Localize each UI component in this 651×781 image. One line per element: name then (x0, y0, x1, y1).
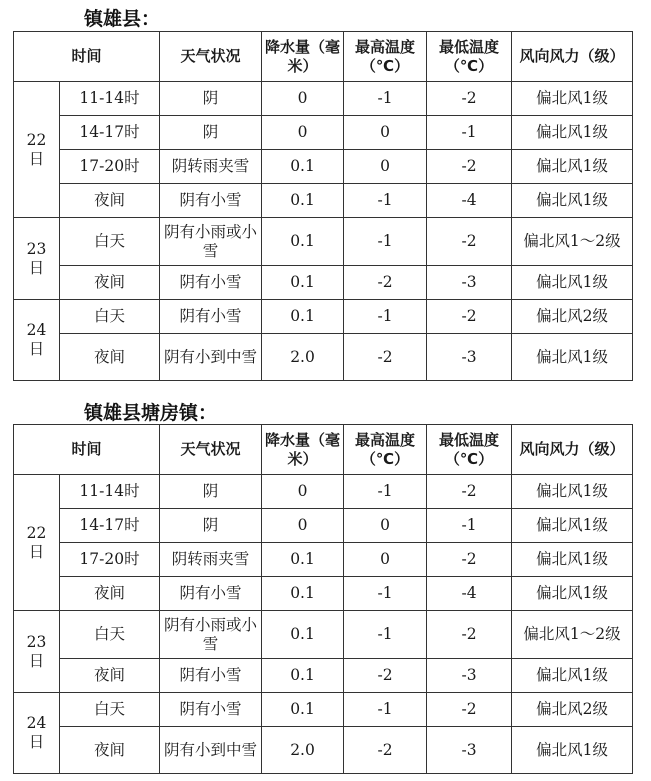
day-number: 22 (26, 130, 47, 149)
tmax-cell: -1 (344, 218, 427, 266)
precip-cell: 0.1 (262, 300, 344, 334)
table-row (14, 727, 633, 774)
time-cell: 白天 (60, 611, 160, 659)
precip-cell: 0.1 (262, 218, 344, 266)
day-label (14, 218, 60, 300)
header-tmax: 最高温度（℃） (344, 32, 427, 82)
precip-cell: 2.0 (262, 334, 344, 381)
table-row (14, 218, 633, 266)
tmax-cell: 0 (344, 116, 427, 150)
tmin-cell: -3 (427, 727, 512, 774)
day-label (14, 300, 60, 381)
table-row (14, 266, 633, 300)
weather-cell: 阴有小雪 (160, 266, 262, 300)
day-number: 23 (26, 239, 47, 258)
day-label (14, 611, 60, 693)
weather-cell: 阴 (160, 116, 262, 150)
tmin-cell: -1 (427, 116, 512, 150)
header-weather: 天气状况 (160, 32, 262, 82)
table-row (14, 611, 633, 659)
tmax-cell: -1 (344, 693, 427, 727)
header-row (14, 32, 633, 82)
header-wind: 风向风力（级） (512, 32, 633, 82)
wind-cell: 偏北风1级 (512, 334, 633, 381)
time-cell: 14-17时 (60, 509, 160, 543)
section-title: 镇雄县塘房镇： (84, 402, 218, 424)
table-row (14, 150, 633, 184)
tmin-cell: -1 (427, 509, 512, 543)
weather-cell: 阴 (160, 82, 262, 116)
wind-cell: 偏北风1级 (512, 150, 633, 184)
tmin-cell: -2 (427, 150, 512, 184)
day-number: 23 (26, 632, 47, 651)
table-row (14, 475, 633, 509)
header-precip: 降水量（毫米） (262, 425, 344, 475)
precip-cell: 0.1 (262, 150, 344, 184)
table-row (14, 116, 633, 150)
tmin-cell: -2 (427, 611, 512, 659)
tmax-cell: -2 (344, 334, 427, 381)
tmax-cell: -2 (344, 659, 427, 693)
weather-cell: 阴有小雨或小雪 (160, 611, 262, 659)
precip-cell: 0 (262, 475, 344, 509)
precip-cell: 0.1 (262, 543, 344, 577)
tmin-cell: -4 (427, 184, 512, 218)
wind-cell: 偏北风2级 (512, 693, 633, 727)
table-row (14, 334, 633, 381)
precip-cell: 0.1 (262, 266, 344, 300)
weather-cell: 阴有小到中雪 (160, 334, 262, 381)
time-cell: 14-17时 (60, 116, 160, 150)
tmin-cell: -3 (427, 659, 512, 693)
table-row (14, 693, 633, 727)
wind-cell: 偏北风2级 (512, 300, 633, 334)
wind-cell: 偏北风1级 (512, 543, 633, 577)
wind-cell: 偏北风1级 (512, 184, 633, 218)
tmin-cell: -2 (427, 300, 512, 334)
wind-cell: 偏北风1级 (512, 82, 633, 116)
precip-cell: 0.1 (262, 659, 344, 693)
table-row (14, 659, 633, 693)
day-label (14, 693, 60, 774)
tmin-cell: -2 (427, 693, 512, 727)
precip-cell: 0 (262, 82, 344, 116)
time-cell: 夜间 (60, 659, 160, 693)
header-tmin: 最低温度（℃） (427, 32, 512, 82)
weather-cell: 阴 (160, 509, 262, 543)
tmin-cell: -2 (427, 82, 512, 116)
header-row (14, 425, 633, 475)
wind-cell: 偏北风1级 (512, 475, 633, 509)
tmax-cell: -1 (344, 300, 427, 334)
tmax-cell: -1 (344, 184, 427, 218)
header-precip: 降水量（毫米） (262, 32, 344, 82)
tmax-cell: 0 (344, 150, 427, 184)
day-unit: 日 (28, 542, 45, 561)
wind-cell: 偏北风1～2级 (512, 611, 633, 659)
header-tmax: 最高温度（℃） (344, 425, 427, 475)
day-label (14, 82, 60, 218)
precip-cell: 0.1 (262, 577, 344, 611)
time-cell: 夜间 (60, 334, 160, 381)
day-unit: 日 (28, 340, 45, 358)
wind-cell: 偏北风1级 (512, 727, 633, 774)
day-unit: 日 (28, 651, 45, 670)
tmax-cell: -1 (344, 82, 427, 116)
tmin-cell: -4 (427, 577, 512, 611)
weather-cell: 阴有小雪 (160, 659, 262, 693)
wind-cell: 偏北风1级 (512, 116, 633, 150)
header-tmin: 最低温度（℃） (427, 425, 512, 475)
time-cell: 11-14时 (60, 475, 160, 509)
weather-cell: 阴有小雪 (160, 693, 262, 727)
tmax-cell: -2 (344, 266, 427, 300)
time-cell: 白天 (60, 218, 160, 266)
weather-cell: 阴有小到中雪 (160, 727, 262, 774)
tmax-cell: -1 (344, 475, 427, 509)
table-row (14, 300, 633, 334)
time-cell: 夜间 (60, 266, 160, 300)
precip-cell: 2.0 (262, 727, 344, 774)
table-row (14, 184, 633, 218)
section-title: 镇雄县： (84, 8, 161, 30)
precip-cell: 0 (262, 509, 344, 543)
time-cell: 夜间 (60, 577, 160, 611)
tmax-cell: -1 (344, 611, 427, 659)
day-unit: 日 (28, 733, 45, 751)
time-cell: 白天 (60, 693, 160, 727)
precip-cell: 0 (262, 116, 344, 150)
tmin-cell: -2 (427, 543, 512, 577)
day-number: 24 (26, 321, 47, 339)
table-row (14, 509, 633, 543)
tmin-cell: -3 (427, 266, 512, 300)
tmax-cell: -1 (344, 577, 427, 611)
header-time: 时间 (14, 32, 160, 82)
table-row (14, 577, 633, 611)
precip-cell: 0.1 (262, 693, 344, 727)
time-cell: 17-20时 (60, 150, 160, 184)
tmax-cell: 0 (344, 543, 427, 577)
precip-cell: 0.1 (262, 184, 344, 218)
time-cell: 17-20时 (60, 543, 160, 577)
tmax-cell: 0 (344, 509, 427, 543)
time-cell: 夜间 (60, 727, 160, 774)
header-time: 时间 (14, 425, 160, 475)
tmin-cell: -2 (427, 475, 512, 509)
wind-cell: 偏北风1级 (512, 577, 633, 611)
wind-cell: 偏北风1级 (512, 659, 633, 693)
header-wind: 风向风力（级） (512, 425, 633, 475)
tmin-cell: -2 (427, 218, 512, 266)
weather-cell: 阴有小雪 (160, 184, 262, 218)
tmax-cell: -2 (344, 727, 427, 774)
table-row (14, 543, 633, 577)
time-cell: 白天 (60, 300, 160, 334)
day-number: 22 (26, 523, 47, 542)
weather-cell: 阴有小雪 (160, 300, 262, 334)
time-cell: 夜间 (60, 184, 160, 218)
weather-cell: 阴转雨夹雪 (160, 150, 262, 184)
day-unit: 日 (28, 149, 45, 168)
wind-cell: 偏北风1～2级 (512, 218, 633, 266)
time-cell: 11-14时 (60, 82, 160, 116)
weather-cell: 阴转雨夹雪 (160, 543, 262, 577)
weather-cell: 阴有小雪 (160, 577, 262, 611)
day-label (14, 475, 60, 611)
header-weather: 天气状况 (160, 425, 262, 475)
forecast-table (13, 424, 633, 774)
tmin-cell: -3 (427, 334, 512, 381)
wind-cell: 偏北风1级 (512, 266, 633, 300)
table-row (14, 82, 633, 116)
wind-cell: 偏北风1级 (512, 509, 633, 543)
weather-cell: 阴 (160, 475, 262, 509)
weather-cell: 阴有小雨或小雪 (160, 218, 262, 266)
day-unit: 日 (28, 258, 45, 277)
precip-cell: 0.1 (262, 611, 344, 659)
forecast-table (13, 31, 633, 381)
day-number: 24 (26, 714, 47, 732)
